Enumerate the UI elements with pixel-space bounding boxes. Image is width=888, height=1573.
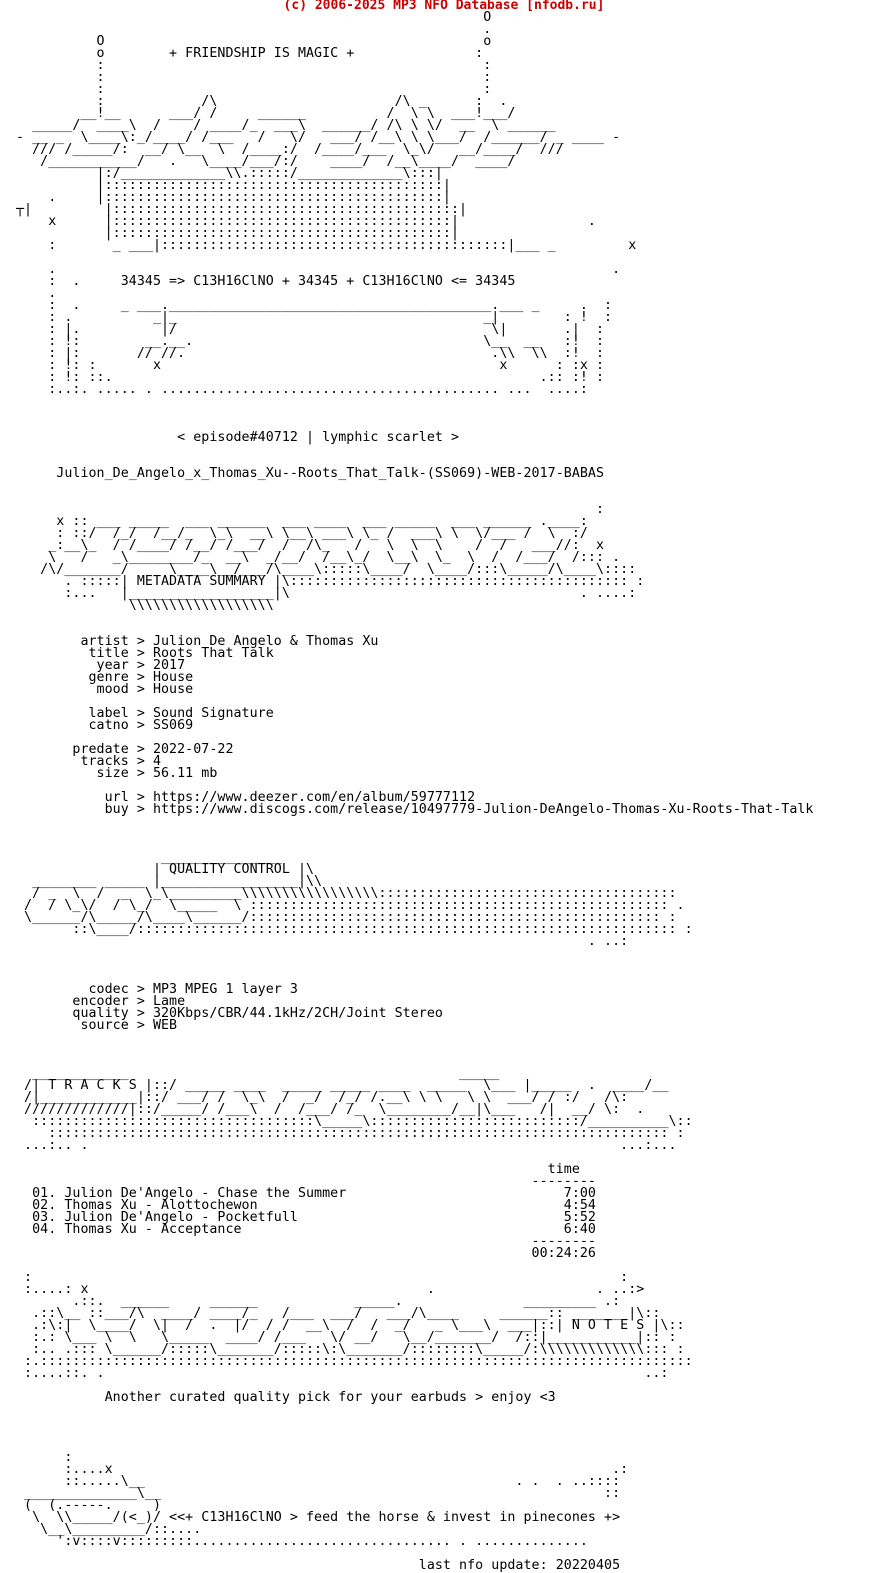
nfo-line: - __ _ \____\:_/____/ /___ / \/ ___/ /__\ \ \___/ /______/ _ ____ - — [16, 130, 621, 145]
nfo-line: : !: : x x : :x : — [16, 358, 605, 373]
nfo-line: O — [16, 10, 492, 25]
nfo-line: url > https://www.deezer.com/en/album/59777112 — [16, 790, 476, 805]
nfo-line: ':v::::v:::::::::................................ . .............. — [16, 1534, 588, 1549]
nfo-line: : : — [16, 70, 492, 85]
nfo-line: :....::. . ..: — [16, 1366, 669, 1381]
nfo-line: ::::::::::::::::::::::::::::::::::::::::::::::::::::::::::::::::::::::::::::: : — [16, 1126, 685, 1141]
nfo-line: < episode#40712 | lymphic scarlet > — [16, 430, 460, 445]
nfo-line: 03. Julion De'Angelo - Pocketfull 5:52 — [16, 1210, 596, 1225]
nfo-line: 04. Thomas Xu - Acceptance 6:40 — [16, 1222, 596, 1237]
nfo-line: -------- — [16, 1174, 596, 1189]
nfo-line: :..:. ..... . .......................................... ... ....: — [16, 382, 588, 397]
nfo-line: catno > SS069 — [16, 718, 194, 733]
nfo-line: /////////////|::/_____/ /___\ / /___/ /_ \________/__|\___ /| __/ \: . — [16, 1102, 645, 1117]
nfo-line: quality > 320Kbps/CBR/44.1kHz/2CH/Joint Stereo — [16, 1006, 443, 1021]
nfo-line: x |::::::::::::::::::::::::::::::::::::::::::| . — [16, 214, 596, 229]
nfo-line: mood > House — [16, 682, 194, 697]
nfo-line: :....x .: — [16, 1462, 629, 1477]
copyright-header: (c) 2006-2025 MP3 NFO Database [nfodb.ru] — [283, 0, 605, 13]
nfo-line: title > Roots That Talk — [16, 646, 274, 661]
nfo-line: ____________ _____ — [16, 1066, 500, 1081]
nfo-line: predate > 2022-07-22 — [16, 742, 234, 757]
nfo-line: : . _|_ _| : ! : — [16, 310, 613, 325]
nfo-line: _______________ — [16, 850, 282, 865]
nfo-line: : !: __.__. \__ __ :! : — [16, 334, 605, 349]
nfo-line: : |: // //. .\\ \\ :! : — [16, 346, 605, 361]
nfo-line: Another curated quality pick for your earbuds > enjoy <3 — [16, 1390, 556, 1405]
nfo-line: \ / _\________/_ __\ _/__/ /__\_/ \__\ \_ \ / /___/ /::: . — [16, 550, 621, 565]
nfo-line: 02. Thomas Xu - Alottochewon 4:54 — [16, 1198, 596, 1213]
nfo-line: \ \\_____/(<_)/ <<+ C13H16ClNO > feed the horse & invest in pinecones +> — [16, 1510, 621, 1525]
nfo-line: artist > Julion De Angelo & Thomas Xu — [16, 634, 379, 649]
nfo-line: .:\:| \____/ \| / . |/ / / __\ / / _/ _ \___\ ___|::| N O T E S |\:: — [16, 1318, 685, 1333]
nfo-line: :....: x . . ..:> — [16, 1282, 645, 1297]
nfo-line: ::.....\__ . . . ..:::: — [16, 1474, 629, 1489]
nfo-line: ┬| |:::::::::::::::::::::::::::::::::::::::::::| — [16, 202, 468, 217]
nfo-line: : : — [16, 82, 492, 97]
nfo-line: buy > https://www.discogs.com/release/10497779-Julion-DeAngelo-Thomas-Xu-Roots-That-Talk — [16, 802, 814, 817]
nfo-line: . :::::| METADATA SUMMARY |\:::::::::::::::::::::::::::::::::::::::::: : — [16, 574, 645, 589]
nfo-line: : /\ /\ _ : . — [16, 94, 508, 109]
nfo-line: : : — [16, 1270, 629, 1285]
nfo-line: : |. |/ \| .| : — [16, 322, 605, 337]
nfo-line: .::\__ ::___/\ ____/ ____/_ /___ ___/ ___/\____ ______:: _______|\:: — [16, 1306, 661, 1321]
nfo-line: . . — [16, 262, 621, 277]
nfo-line: / / \_\/ / \_/ \_____ \ :::::::::::::::::::::::::::::::::::::::::::::::::::: . — [16, 898, 685, 913]
nfo-line: size > 56.11 mb — [16, 766, 218, 781]
nfo-line: x :: ___ _____ ___ ______ ___ ____ ___ _____ ___ ______ .____: — [16, 514, 588, 529]
nfo-line: : _ ___|:::::::::::::::::::::::::::::::::::::::::::|___ _ x — [16, 238, 637, 253]
nfo-line: codec > MP3 MPEG 1 layer 3 — [16, 982, 298, 997]
nfo-line: ::\____/::::::::::::::::::::::::::::::::::::::::::::::::::::::::::::::::::: : — [16, 922, 693, 937]
nfo-line: :.: \___ \ \ \_____ ____/ /___ \/ __/ \__/_______/ /::|___________|:: : — [16, 1330, 677, 1345]
nfo-line: /___________/ . \____/___/:/ ____/ /__\____/ ____/ — [16, 154, 516, 169]
nfo-line: \______/\_____/\____\______/::::::::::::::::::::::::::::::::::::::::::::::::::: : — [16, 910, 677, 925]
nfo-line: .::. ______ ______ _____. _________ .: — [16, 1294, 621, 1309]
nfo-line: \__\_________/::.... — [16, 1522, 202, 1537]
nfo-line: last nfo update: 20220405 — [16, 1558, 621, 1573]
nfo-line: -------- — [16, 1234, 596, 1249]
nfo-line: :.::::::::::::::::::::::::::::::::::::::::::::::::::::::::::::::::::::::::::::::::: — [16, 1354, 693, 1369]
nfo-line: /// /_____/: __/ \__ \ /____:/ /____/___ \_\/ __/____/ /// — [16, 142, 564, 157]
nfo-line: 00:24:26 — [16, 1246, 596, 1261]
nfo-line: : ::/ /_/ /__/_ \_\ __\ \__\ ___\ \_ / ___\ \ \/___ / \ :/ — [16, 526, 588, 541]
nfo-line: | QUALITY CONTROL |\ — [16, 862, 315, 877]
nfo-line: :... |__________________|\ . ....: — [16, 586, 637, 601]
nfo-line: : — [16, 1450, 73, 1465]
nfo-line: . — [16, 22, 492, 37]
nfo-line: label > Sound Signature — [16, 706, 274, 721]
nfo-line: 01. Julion De'Angelo - Chase the Summer 7:00 — [16, 1186, 596, 1201]
nfo-line: : . 34345 => C13H16ClNO + 34345 + C13H16ClNO <= 34345 — [16, 274, 516, 289]
nfo-line: _:__\_ / /____/ /__/ /___/ / /\_ / \ \ \ / / ___//: x — [16, 538, 605, 553]
nfo-line: : : — [16, 58, 492, 73]
nfo-line: genre > House — [16, 670, 194, 685]
nfo-line: ( (.-----. ) — [16, 1498, 161, 1513]
nfo-line: : — [16, 502, 605, 517]
nfo-line: O o — [16, 34, 492, 49]
nfo-line: |:/_____________\\.:::::/_____________\:::| — [16, 166, 443, 181]
nfo-line: __!__ ___/ / ______ / \ \ ___!___/ — [16, 106, 516, 121]
nfo-line: / _ \ / _ \_\_________\\\\\\\\\\\\\\\\\::::::::::::::::::::::::::::::::::::: — [16, 886, 677, 901]
nfo-line: /|____________|::/ ___/ / \_\ / _/ /_/ /.__\ \ \ \ \ ___/ / :/ /\: — [16, 1090, 629, 1105]
nfo-line: |::::::::::::::::::::::::::::::::::::::::::| — [16, 178, 451, 193]
nfo-line: _____/ ____\ / / ____/_ ___\ ______/ /\ \ \/ __ \ ______ — [16, 118, 556, 133]
nfo-line: . |::::::::::::::::::::::::::::::::::::::::::| — [16, 190, 451, 205]
nfo-line: encoder > Lame — [16, 994, 186, 1009]
nfo-line: :::::::::::::::::::::::::::::::::::\_____\::::::::::::::::::::::::::/__________\:: — [16, 1114, 693, 1129]
nfo-line: . ..: — [16, 934, 629, 949]
nfo-text-block — [16, 12, 813, 1572]
nfo-line: : . _ ___.________________________________________.___ _ . : — [16, 298, 613, 313]
nfo-line: time — [16, 1162, 580, 1177]
nfo-line: ______________\__ :: — [16, 1486, 621, 1501]
nfo-line: source > WEB — [16, 1018, 178, 1033]
nfo-line: Julion_De_Angelo_x_Thomas_Xu--Roots_That_Talk-(SS069)-WEB-2017-BABAS — [16, 466, 605, 481]
nfo-line: tracks > 4 — [16, 754, 161, 769]
nfo-line: |::::::::::::::::::::::::::::::::::::::::::| — [16, 226, 460, 241]
nfo-line: ...:.. . ...:... — [16, 1138, 677, 1153]
nfo-line: . — [16, 286, 57, 301]
nfo-line: ________ _____ |_________________|\\ — [16, 874, 323, 889]
nfo-line: year > 2017 — [16, 658, 186, 673]
nfo-line: /| T R A C K S |::/ _____ ____ _____ _____ ____ _____ \___ |_____ . ____/__ — [16, 1078, 669, 1093]
nfo-line: : !: ::. .:: :! : — [16, 370, 605, 385]
nfo-line: \\\\\\\\\\\\\\\\\\ — [16, 598, 274, 613]
nfo-line: :.. .::: \______/:::::\_______/:::::\:\_______/::::::::\_____/:\\\\\\\\\\\\\::: : — [16, 1342, 685, 1357]
nfo-line: o + FRIENDSHIP IS MAGIC + : — [16, 46, 484, 61]
nfo-line: /\/_______/ \____\__/___/\____\:::::\____/ \____/:::\_____/\____\:::: — [16, 562, 637, 577]
